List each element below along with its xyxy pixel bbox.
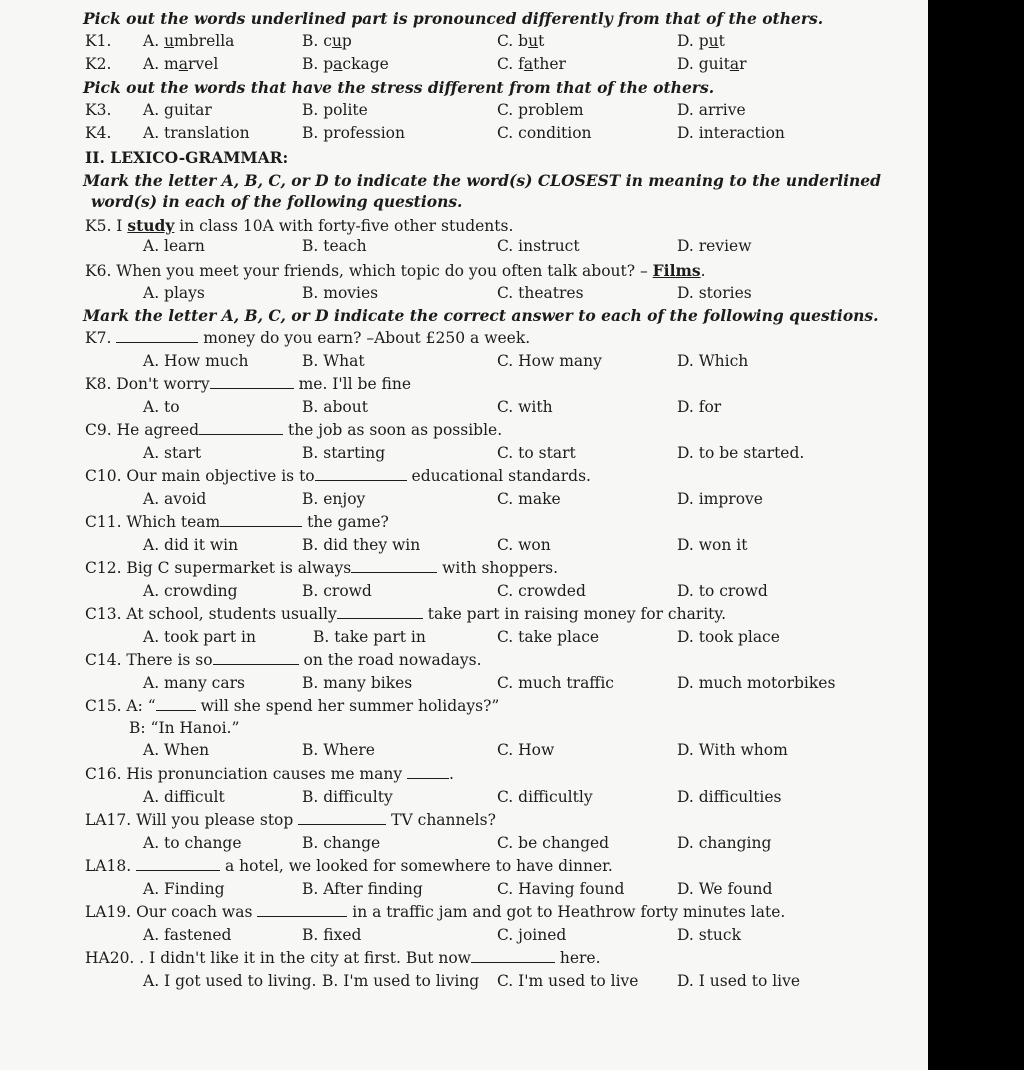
option-a[interactable]: A. avoid bbox=[143, 490, 207, 508]
options-ha20 bbox=[0, 970, 928, 993]
question-la17 bbox=[0, 809, 928, 832]
option-c[interactable]: C. Having found bbox=[497, 880, 625, 898]
question-c13 bbox=[0, 603, 928, 626]
options-k8 bbox=[0, 396, 928, 419]
instruction-closest-meaning-line2: word(s) in each of the following questions. bbox=[91, 192, 463, 211]
question-k8 bbox=[0, 373, 928, 396]
question-la18 bbox=[0, 855, 928, 878]
question-k4 bbox=[0, 122, 928, 145]
option-c[interactable]: C. How many bbox=[497, 352, 602, 370]
option-a[interactable]: A. fastened bbox=[143, 926, 232, 944]
option-c[interactable]: C. condition bbox=[497, 124, 592, 142]
option-d[interactable]: D. to be started. bbox=[677, 444, 805, 462]
option-b[interactable]: B. polite bbox=[302, 101, 368, 119]
option-d[interactable]: D. stories bbox=[677, 284, 752, 302]
question-k2 bbox=[0, 53, 928, 76]
question-text: C14. There is so on the road nowadays. bbox=[85, 651, 482, 669]
option-a[interactable]: A. did it win bbox=[143, 536, 239, 554]
options-la19 bbox=[0, 924, 928, 947]
question-text: K5. I study in class 10A with forty-five other students. bbox=[85, 216, 514, 235]
option-d[interactable]: D. to crowd bbox=[677, 582, 768, 600]
option-b[interactable]: B. What bbox=[302, 352, 365, 370]
option-b[interactable]: B. teach bbox=[302, 237, 367, 255]
option-c[interactable]: C. father bbox=[497, 55, 566, 73]
question-c14 bbox=[0, 649, 928, 672]
question-c15 bbox=[0, 695, 928, 718]
answer-blank[interactable] bbox=[136, 855, 220, 871]
instruction-pronunciation: Pick out the words underlined part is pronounced differently from that of the others. bbox=[83, 9, 824, 28]
question-number: K2. bbox=[85, 55, 112, 73]
option-d[interactable]: D. With whom bbox=[677, 741, 788, 759]
question-text: K6. When you meet your friends, which topic do you often talk about? – Films. bbox=[85, 261, 706, 280]
question-c15-reply bbox=[0, 717, 928, 740]
option-b[interactable]: B. change bbox=[302, 834, 381, 852]
option-c[interactable]: C. take place bbox=[497, 628, 600, 646]
option-d[interactable]: D. much motorbikes bbox=[677, 674, 836, 692]
option-d[interactable]: D. arrive bbox=[677, 101, 746, 119]
option-a[interactable]: A. marvel bbox=[143, 55, 219, 73]
answer-blank[interactable] bbox=[315, 465, 407, 481]
option-b[interactable]: B. cup bbox=[302, 32, 352, 50]
question-k6 bbox=[0, 259, 928, 282]
option-d[interactable]: D. I used to live bbox=[677, 972, 801, 990]
question-c11 bbox=[0, 511, 928, 534]
option-a[interactable]: A. translation bbox=[143, 124, 250, 142]
option-c[interactable]: C. I'm used to live bbox=[497, 972, 639, 990]
option-b[interactable]: B. profession bbox=[302, 124, 405, 142]
option-c[interactable]: C. much traffic bbox=[497, 674, 614, 692]
option-b[interactable]: B. fixed bbox=[302, 926, 362, 944]
options-c13 bbox=[0, 626, 928, 649]
option-c[interactable]: C. crowded bbox=[497, 582, 586, 600]
question-c12 bbox=[0, 557, 928, 580]
option-a[interactable]: A. to change bbox=[143, 834, 242, 852]
question-la19 bbox=[0, 901, 928, 924]
option-c[interactable]: C. but bbox=[497, 32, 545, 50]
option-c[interactable]: C. joined bbox=[497, 926, 567, 944]
question-text: LA19. Our coach was in a traffic jam and got to Heathrow forty minutes late. bbox=[85, 903, 786, 921]
options-c15 bbox=[0, 739, 928, 762]
answer-blank[interactable] bbox=[199, 419, 283, 435]
question-c9 bbox=[0, 419, 928, 442]
option-a[interactable]: A. learn bbox=[143, 237, 205, 255]
option-c[interactable]: C. difficultly bbox=[497, 788, 593, 806]
option-a[interactable]: A. umbrella bbox=[143, 32, 235, 50]
options-c12 bbox=[0, 580, 928, 603]
option-b[interactable]: B. enjoy bbox=[302, 490, 366, 508]
options-c9 bbox=[0, 442, 928, 465]
question-text: C11. Which team the game? bbox=[85, 513, 389, 531]
answer-blank[interactable] bbox=[156, 695, 196, 711]
question-k7 bbox=[0, 327, 928, 350]
options-k5 bbox=[0, 235, 928, 258]
option-c[interactable]: C. instruct bbox=[497, 237, 580, 255]
option-b[interactable]: B. package bbox=[302, 55, 389, 73]
question-number: K4. bbox=[85, 124, 112, 142]
option-b[interactable]: B. crowd bbox=[302, 582, 372, 600]
question-c16 bbox=[0, 763, 928, 786]
option-c[interactable]: C. be changed bbox=[497, 834, 610, 852]
option-d[interactable]: D. for bbox=[677, 398, 722, 416]
question-text: LA18. a hotel, we looked for somewhere to have dinner. bbox=[85, 857, 613, 875]
question-text: K7. money do you earn? –About £250 a week. bbox=[85, 329, 531, 347]
option-a[interactable]: A. many cars bbox=[143, 674, 245, 692]
option-b[interactable]: B. After finding bbox=[302, 880, 423, 898]
option-c[interactable]: C. theatres bbox=[497, 284, 584, 302]
screen-edge-strip bbox=[928, 0, 1024, 1070]
answer-blank[interactable] bbox=[210, 373, 294, 389]
answer-blank[interactable] bbox=[298, 809, 386, 825]
answer-blank[interactable] bbox=[257, 901, 347, 917]
option-a[interactable]: A. took part in bbox=[143, 628, 256, 646]
option-b[interactable]: B. about bbox=[302, 398, 368, 416]
option-c[interactable]: C. won bbox=[497, 536, 551, 554]
answer-blank[interactable] bbox=[337, 603, 423, 619]
option-b[interactable]: B. movies bbox=[302, 284, 379, 302]
option-a[interactable]: A. When bbox=[143, 741, 210, 759]
option-c[interactable]: C. problem bbox=[497, 101, 584, 119]
option-b[interactable]: B. many bikes bbox=[302, 674, 413, 692]
option-c[interactable]: C. to start bbox=[497, 444, 576, 462]
options-k6 bbox=[0, 282, 928, 305]
question-number: K1. bbox=[85, 32, 112, 50]
answer-blank[interactable] bbox=[407, 763, 449, 779]
option-b[interactable]: B. difficulty bbox=[302, 788, 393, 806]
options-la18 bbox=[0, 878, 928, 901]
options-c14 bbox=[0, 672, 928, 695]
option-a[interactable]: A. start bbox=[143, 444, 202, 462]
option-d[interactable]: D. difficulties bbox=[677, 788, 782, 806]
question-number: K3. bbox=[85, 101, 112, 119]
option-c[interactable]: C. How bbox=[497, 741, 555, 759]
question-text: C15. A: “ will she spend her summer holidays?” bbox=[85, 697, 500, 715]
question-c10 bbox=[0, 465, 928, 488]
option-c[interactable]: C. make bbox=[497, 490, 561, 508]
option-a[interactable]: A. I got used to living. bbox=[143, 972, 317, 990]
question-k5 bbox=[0, 214, 928, 237]
option-a[interactable]: A. guitar bbox=[143, 101, 212, 119]
instruction-correct-answer: Mark the letter A, B, C, or D indicate the correct answer to each of the following questions. bbox=[83, 306, 879, 325]
option-a[interactable]: A. to bbox=[143, 398, 180, 416]
question-text: C12. Big C supermarket is always with shoppers. bbox=[85, 559, 559, 577]
option-d[interactable]: D. stuck bbox=[677, 926, 741, 944]
question-text: C9. He agreed the job as soon as possible. bbox=[85, 421, 503, 439]
option-a[interactable]: A. Finding bbox=[143, 880, 225, 898]
answer-blank[interactable] bbox=[220, 511, 302, 527]
question-ha20 bbox=[0, 947, 928, 970]
answer-blank[interactable] bbox=[116, 327, 198, 343]
options-c11 bbox=[0, 534, 928, 557]
option-d[interactable]: D. won it bbox=[677, 536, 748, 554]
option-a[interactable]: A. crowding bbox=[143, 582, 238, 600]
options-c10 bbox=[0, 488, 928, 511]
option-d[interactable]: D. We found bbox=[677, 880, 773, 898]
instruction-stress: Pick out the words that have the stress different from that of the others. bbox=[83, 78, 715, 97]
answer-blank[interactable] bbox=[213, 649, 299, 665]
option-b[interactable]: B. Where bbox=[302, 741, 375, 759]
option-a[interactable]: A. How much bbox=[143, 352, 249, 370]
question-k1 bbox=[0, 30, 928, 53]
option-d[interactable]: D. guitar bbox=[677, 55, 747, 73]
option-a[interactable]: A. plays bbox=[143, 284, 205, 302]
option-d[interactable]: D. review bbox=[677, 237, 752, 255]
question-text: LA17. Will you please stop TV channels? bbox=[85, 811, 496, 829]
option-d[interactable]: D. Which bbox=[677, 352, 749, 370]
question-text: C10. Our main objective is to educational standards. bbox=[85, 467, 591, 485]
option-d[interactable]: D. put bbox=[677, 32, 725, 50]
question-k3 bbox=[0, 99, 928, 122]
question-text: C13. At school, students usually take part in raising money for charity. bbox=[85, 605, 727, 623]
option-a[interactable]: A. difficult bbox=[143, 788, 225, 806]
options-la17 bbox=[0, 832, 928, 855]
option-d[interactable]: D. took place bbox=[677, 628, 780, 646]
answer-blank[interactable] bbox=[471, 947, 555, 963]
question-text: HA20. . I didn't like it in the city at first. But now here. bbox=[85, 949, 601, 967]
question-text: K8. Don't worry me. I'll be fine bbox=[85, 375, 412, 393]
option-b[interactable]: B. I'm used to living bbox=[322, 972, 480, 990]
option-d[interactable]: D. changing bbox=[677, 834, 772, 852]
instruction-closest-meaning: Mark the letter A, B, C, or D to indicate the word(s) CLOSEST in meaning to the underlined bbox=[83, 171, 881, 190]
option-b[interactable]: B. starting bbox=[302, 444, 386, 462]
option-d[interactable]: D. interaction bbox=[677, 124, 785, 142]
options-c16 bbox=[0, 786, 928, 809]
dialogue-reply: B: “In Hanoi.” bbox=[129, 719, 240, 737]
option-b[interactable]: B. did they win bbox=[302, 536, 421, 554]
question-text: C16. His pronunciation causes me many . bbox=[85, 765, 454, 783]
option-b[interactable]: B. take part in bbox=[313, 628, 426, 646]
option-c[interactable]: C. with bbox=[497, 398, 553, 416]
section-heading: II. LEXICO-GRAMMAR: bbox=[85, 148, 289, 167]
answer-blank[interactable] bbox=[351, 557, 437, 573]
options-k7 bbox=[0, 350, 928, 373]
option-d[interactable]: D. improve bbox=[677, 490, 763, 508]
